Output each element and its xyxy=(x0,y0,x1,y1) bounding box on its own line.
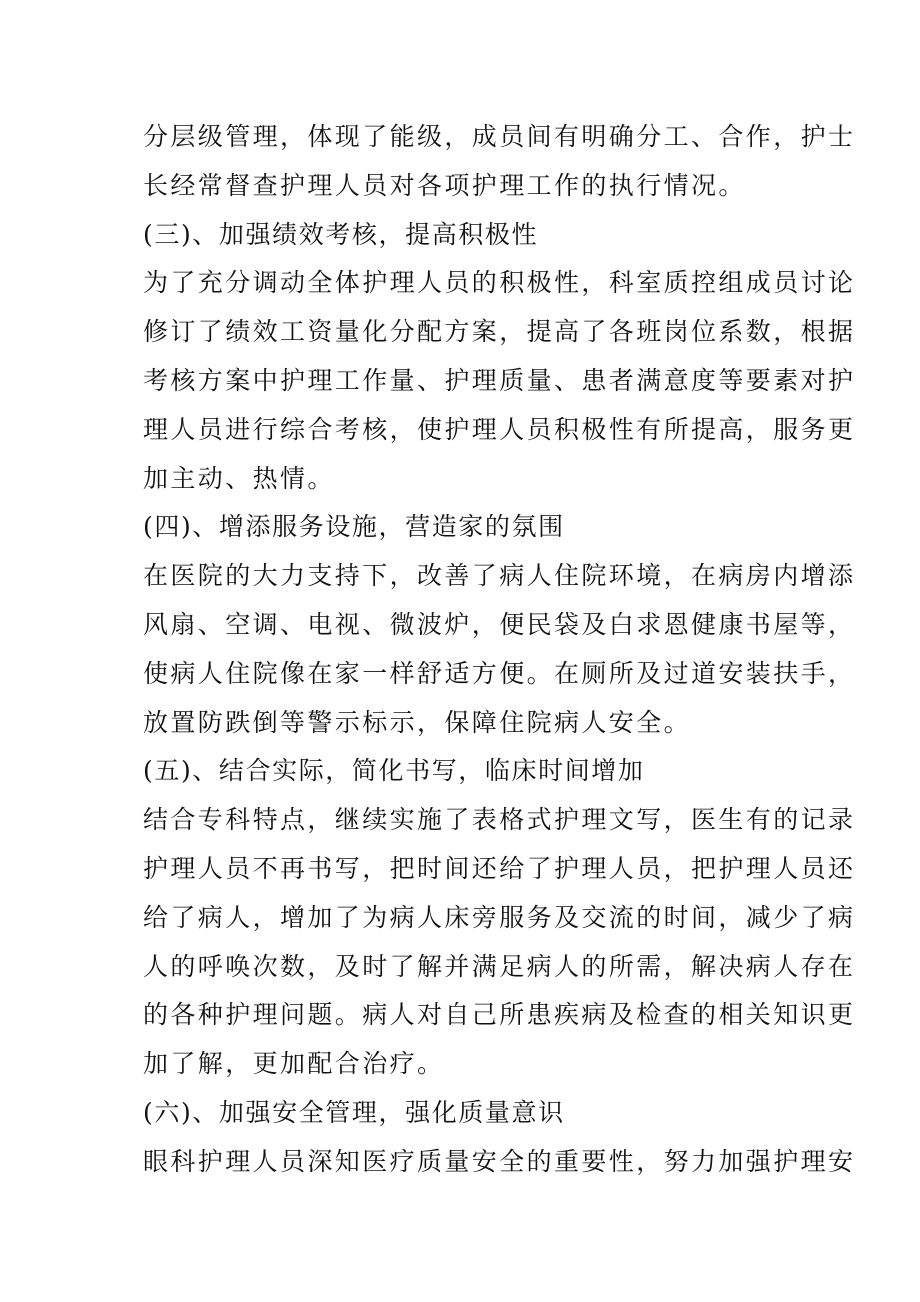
paragraph-line: 结合专科特点，继续实施了表格式护理文写，医生有的记录 xyxy=(143,805,856,835)
paragraph-line: 长经常督查护理人员对各项护理工作的执行情况。 xyxy=(143,170,746,200)
paragraph-line: 人的呼唤次数，及时了解并满足病人的所需，解决病人存在 xyxy=(143,951,856,981)
paragraph-line: 风扇、空调、电视、微波炉，便民袋及白求恩健康书屋等， xyxy=(143,609,856,639)
paragraph-line: 使病人住院像在家一样舒适方便。在厕所及过道安装扶手， xyxy=(143,658,856,688)
document-body xyxy=(143,113,856,1187)
paragraph-line: 加了解，更加配合治疗。 xyxy=(143,1049,445,1079)
paragraph-line: 为了充分调动全体护理人员的积极性，科室质控组成员讨论 xyxy=(143,268,856,298)
paragraph-line: 分层级管理，体现了能级，成员间有明确分工、合作，护士 xyxy=(143,122,856,151)
section-heading-5: (五)、结合实际，简化书写，临床时间增加 xyxy=(143,756,645,786)
paragraph-line: 在医院的大力支持下，改善了病人住院环境，在病房内增添 xyxy=(143,561,856,591)
paragraph-line: 的各种护理问题。病人对自己所患疾病及检查的相关知识更 xyxy=(143,1000,856,1030)
paragraph-line: 加主动、热情。 xyxy=(143,463,335,493)
paragraph-line: 给了病人，增加了为病人床旁服务及交流的时间，减少了病 xyxy=(143,902,856,932)
section-heading-6: (六)、加强安全管理，强化质量意识 xyxy=(143,1097,565,1127)
section-heading-4: (四)、增添服务设施，营造家的氛围 xyxy=(143,512,565,542)
paragraph-line: 护理人员不再书写，把时间还给了护理人员，把护理人员还 xyxy=(143,853,856,883)
paragraph-line: 眼科护理人员深知医疗质量安全的重要性，努力加强护理安 xyxy=(143,1146,856,1176)
paragraph-line: 修订了绩效工资量化分配方案，提高了各班岗位系数，根据 xyxy=(143,317,856,347)
paragraph-line: 考核方案中护理工作量、护理质量、患者满意度等要素对护 xyxy=(143,365,856,395)
paragraph-line: 放置防跌倒等警示标示，保障住院病人安全。 xyxy=(143,707,692,737)
section-heading-3: (三)、加强绩效考核，提高积极性 xyxy=(143,219,539,249)
paragraph-line: 理人员进行综合考核，使护理人员积极性有所提高，服务更 xyxy=(143,414,856,444)
